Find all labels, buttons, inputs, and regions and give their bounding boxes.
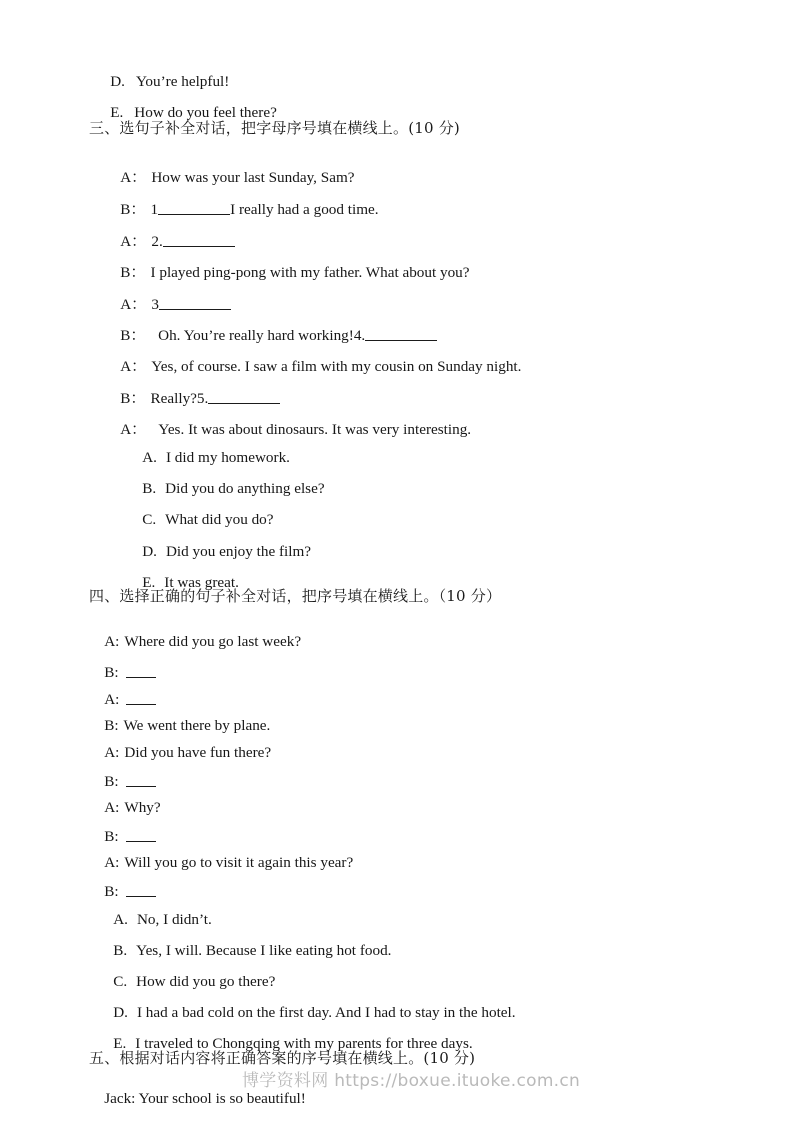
section-four-heading: 四、选择正确的句子补全对话，把序号填在横线上。（10 分） [89, 587, 502, 605]
option-letter: E. [142, 574, 156, 591]
option-text: I had a bad cold on the first day. And I had to stay in the hotel. [136, 1004, 516, 1021]
option-letter: D. [113, 1004, 128, 1021]
speaker-label: B: [104, 882, 119, 900]
option-letter: B. [113, 942, 128, 959]
dialogue-text: Jack: Your school is so beautiful! [104, 1090, 306, 1107]
speaker-label: A： [120, 296, 147, 313]
dialogue-text: Did you have fun there? [124, 744, 272, 761]
speaker-label: B: [104, 663, 119, 681]
speaker-label: A： [120, 421, 147, 438]
option-letter: D. [110, 73, 125, 90]
option-text: You’re helpful! [135, 73, 230, 90]
dialogue-text: Where did you go last week? [124, 633, 302, 650]
option-letter: A. [113, 911, 128, 928]
speaker-label: B： [120, 327, 146, 344]
speaker-label: A： [120, 169, 147, 186]
option-letter: E. [110, 104, 124, 121]
dialogue-line [89, 1072, 306, 1126]
option-text: No, I didn’t. [136, 911, 212, 928]
dialogue-text: 1 [150, 201, 159, 218]
option-letter: C. [113, 973, 128, 990]
dialogue-text: Oh. You’re really hard working!4. [150, 327, 366, 344]
option-letter: B. [142, 480, 157, 497]
option-text: I did my homework. [165, 449, 290, 466]
dialogue-text: I played ping-pong with my father. What about you? [150, 264, 470, 281]
speaker-label: A： [120, 358, 147, 375]
speaker-label: B： [120, 201, 146, 218]
dialogue-text: Why? [124, 799, 161, 816]
option-text: What did you do? [165, 511, 274, 528]
dialogue-text: How was your last Sunday, Sam? [151, 169, 355, 186]
option-letter: D. [142, 543, 157, 560]
option-text: I traveled to Chongqing with my parents for three days. [135, 1035, 473, 1052]
speaker-label: A: [104, 633, 120, 650]
option-letter: E. [113, 1035, 127, 1052]
dialogue-text: Really?5. [150, 390, 209, 407]
option-text: Did you do anything else? [165, 480, 325, 497]
dialogue-text: 2. [151, 233, 163, 250]
speaker-label: B: [104, 772, 119, 790]
speaker-label: B： [120, 264, 146, 281]
speaker-label: A: [104, 854, 120, 871]
dialogue-text: Will you go to visit it again this year? [124, 854, 354, 871]
speaker-label: A: [104, 744, 120, 761]
speaker-label: A: [104, 799, 120, 816]
dialogue-text: Yes, of course. I saw a film with my cousin on Sunday night. [151, 358, 522, 375]
option-letter: C. [142, 511, 157, 528]
option-text: It was great. [164, 574, 239, 591]
dialogue-text: We went there by plane. [123, 717, 271, 734]
option-text: Yes, I will. Because I like eating hot food. [136, 942, 392, 959]
dialogue-text: Yes. It was about dinosaurs. It was very interesting. [151, 421, 472, 438]
speaker-label: A： [120, 233, 147, 250]
option-letter: A. [142, 449, 157, 466]
speaker-label: B： [120, 390, 146, 407]
site-watermark: 博学资料网 https://boxue.ituoke.com.cn [242, 1071, 581, 1091]
option-text: Did you enjoy the film? [165, 543, 312, 560]
speaker-label: B: [104, 827, 119, 845]
dialogue-text: 3 [151, 296, 159, 313]
section-three-heading: 三、选句子补全对话，把字母序号填在横线上。(10 分) [89, 119, 460, 137]
section-five-heading: 五、根据对话内容将正确答案的序号填在横线上。(10 分) [89, 1049, 476, 1067]
option-text: How did you go there? [136, 973, 276, 990]
speaker-label: A: [104, 690, 120, 708]
dialogue-text: I really had a good time. [230, 201, 379, 218]
speaker-label: B: [104, 717, 119, 734]
option-text: How do you feel there? [134, 104, 277, 121]
